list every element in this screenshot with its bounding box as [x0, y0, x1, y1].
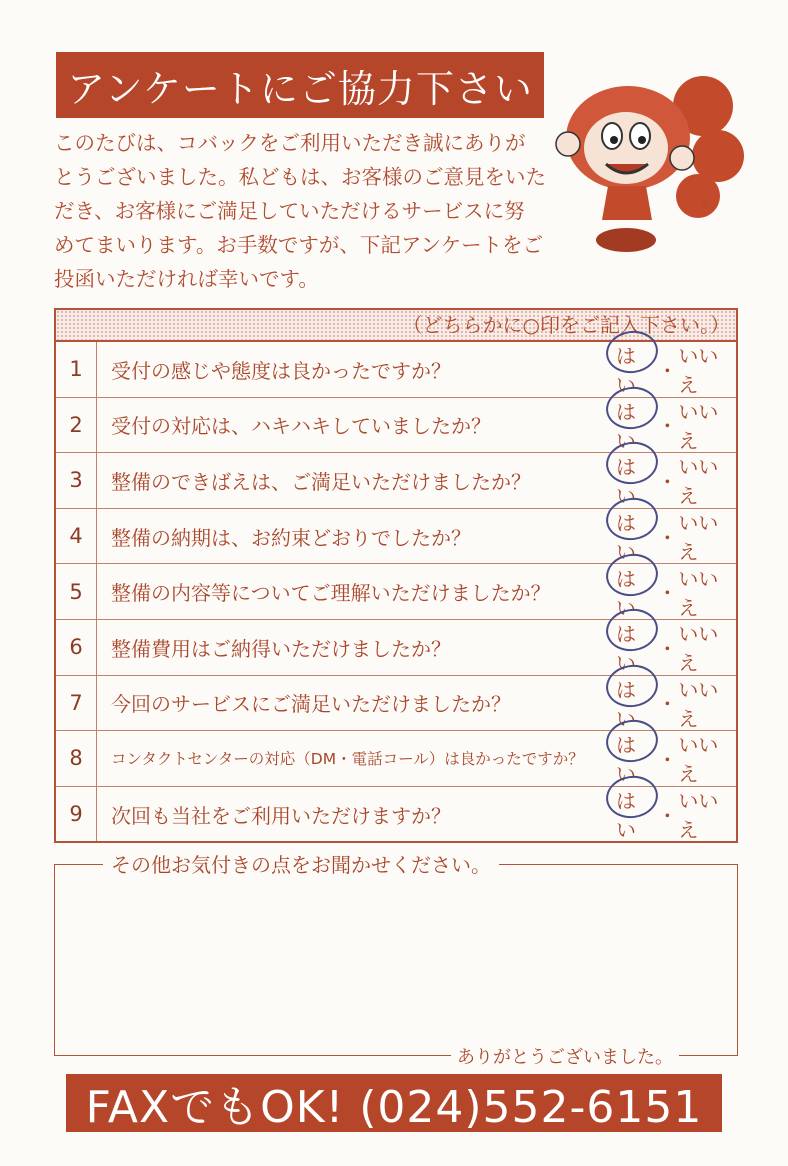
comments-box[interactable]	[54, 853, 738, 1068]
question-number: 6	[56, 620, 97, 675]
mascot-illustration	[548, 48, 748, 308]
comments-label: その他お気付きの点をお聞かせください。	[103, 849, 499, 878]
answer-no[interactable]: いいえ	[678, 455, 719, 509]
question-text: 整備費用はご納得いただけましたか？	[111, 636, 451, 661]
thanks-text: ありがとうございました。	[451, 1043, 679, 1069]
answer-no[interactable]: いいえ	[678, 789, 719, 843]
svg-text:®: ®	[700, 201, 709, 211]
question-number: 3	[56, 453, 97, 508]
answer-options	[602, 785, 736, 843]
separator: ・	[657, 636, 678, 661]
survey-instruction: （どちらかに○印をご記入下さい。）	[56, 310, 736, 342]
question-text: 受付の感じや態度は良かったですか？	[111, 358, 451, 383]
answer-yes[interactable]	[614, 785, 656, 843]
question-text: 今回のサービスにご満足いただけましたか？	[111, 692, 511, 717]
yes-label: はい	[616, 511, 636, 565]
question-number: 1	[56, 342, 97, 397]
yes-label: はい	[616, 789, 636, 843]
intro-line: だき、お客様にご満足していただけるサービスに努	[54, 199, 525, 223]
question-text: 整備の内容等についてご理解いただけましたか？	[111, 581, 551, 606]
question-text: 整備の納期は、お約束どおりでしたか？	[111, 525, 471, 550]
yes-label: はい	[616, 455, 636, 509]
question-text: 受付の対応は、ハキハキしていましたか？	[111, 414, 491, 439]
separator: ・	[657, 803, 678, 828]
intro-line: 投函いただければ幸いです。	[54, 267, 319, 291]
question-text: 整備のできばえは、ご満足いただけましたか？	[111, 469, 531, 494]
yes-label: はい	[616, 344, 636, 398]
fax-banner: FAXでもOK! (024)552-6151	[66, 1074, 722, 1132]
answer-no[interactable]: いいえ	[678, 622, 719, 676]
yes-label: はい	[616, 622, 636, 676]
question-row	[56, 787, 736, 842]
survey-table	[54, 308, 738, 843]
yes-label: はい	[616, 566, 636, 620]
answer-no[interactable]: いいえ	[678, 511, 719, 565]
yes-label: はい	[616, 399, 636, 453]
separator: ・	[657, 747, 678, 772]
question-number: 5	[56, 564, 97, 619]
intro-line: とうございました。私どもは、お客様のご意見をいた	[54, 165, 546, 189]
survey-rows	[56, 342, 736, 841]
yes-label: はい	[616, 733, 636, 787]
answer-no[interactable]: いいえ	[678, 566, 719, 620]
survey-title: アンケートにご協力下さい	[56, 52, 544, 118]
intro-text	[54, 126, 554, 296]
intro-line: このたびは、コバックをご利用いただき誠にありが	[54, 131, 526, 155]
answer-no[interactable]: いいえ	[678, 344, 719, 398]
yes-label: はい	[616, 677, 636, 731]
answer-no[interactable]: いいえ	[678, 677, 719, 731]
question-text: 次回も当社をご利用いただけますか？	[111, 803, 451, 828]
separator: ・	[657, 581, 678, 606]
separator: ・	[657, 358, 678, 383]
question-number: 8	[56, 731, 97, 786]
answer-no[interactable]: いいえ	[678, 733, 719, 787]
separator: ・	[657, 414, 678, 439]
answer-no[interactable]: いいえ	[678, 399, 719, 453]
separator: ・	[657, 469, 678, 494]
question-number: 9	[56, 787, 97, 842]
separator: ・	[657, 692, 678, 717]
separator: ・	[657, 525, 678, 550]
question-number: 2	[56, 398, 97, 453]
question-text: コンタクトセンターの対応（DM・電話コール）は良かったですか？	[111, 750, 584, 769]
intro-line: めてまいります。お手数ですが、下記アンケートをご	[54, 233, 544, 257]
question-number: 7	[56, 676, 97, 731]
question-number: 4	[56, 509, 97, 564]
